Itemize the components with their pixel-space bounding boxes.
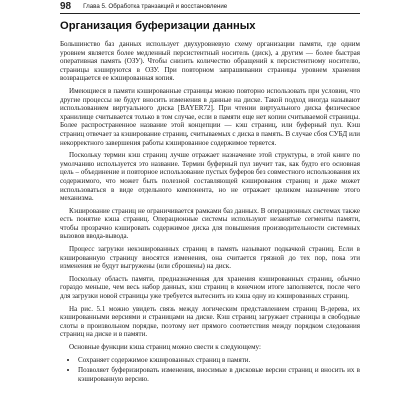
paragraph-1: Большинство баз данных использует двухуровневую схему организации памяти, где одним уровнем является более медленный персистентный носитель (диск), а другим — более быстрая оперативная память (ОЗУ). Чтобы снизить количество обращений к персистентному носителю, страницы кэшируются в ОЗУ. При повторном запрашивании страницы уровнем хранения возвращается ее кэшированная копия. — [60, 40, 360, 83]
page-content — [60, 20, 360, 385]
bullet-item: • Позволяет буферизировать изменения, вносимые в дисковые версии страниц и вносить их в кэшированную версию. — [78, 366, 360, 383]
bullet-item: • Сохраняет содержимое кэшированных страниц в памяти. — [78, 356, 360, 365]
paragraph-6: Поскольку область памяти, предназначенная для хранения кэшированных страниц, обычно гораздо меньше, чем весь набор данных, кэш страниц в конечном итоге заполняется, после чего для загрузки новой страницы уже требуется вытеснить из кэша одну из кэшированных страниц. — [60, 274, 360, 301]
page-number: 98 — [60, 1, 72, 12]
running-head — [60, 0, 360, 14]
bullet-list — [60, 356, 360, 384]
section-title: Организация буферизации данных — [60, 20, 256, 32]
paragraph-5: Процесс загрузки некэшированных страниц в память называют подкачкой страниц. Если в кэшированную страницу вносятся изменения, она считается грязной до тех пор, пока эти изменения не будут выгружены (или сброшены) на диск. — [60, 245, 360, 271]
chapter-title: Глава 5. Обработка транзакций и восстановление — [83, 3, 228, 10]
paragraph-2: Имеющиеся в памяти кэшированные страницы можно повторно использовать при условии, что другие процессы не будут вносить изменения в данные на диске. Такой подход иногда называют использованием виртуального диска [BAYER72]. При чтении виртуального диска физическое хранилище считывается только в том случае, если в памяти еще нет копии считываемой страницы. Более распространенное название этой концепции — кэш страниц, или буферный пул. Кэш страниц отвечает за кэширование страниц, считываемых с диска в память. В случае сбоя СУБД или некорректного завершения работы кэшированное содержимое теряется. — [60, 86, 360, 147]
paragraph-4: Кэширование страниц не ограничивается рамками баз данных. В операционных системах также есть понятие кэша страниц. Операционные системы используют незанятые сегменты памяти, чтобы прозрачно кэшировать содержимое диска для повышения производительности системных вызовов ввода-вывода. — [60, 206, 360, 241]
paragraph-3: Поскольку термин кэш страниц лучше отражает назначение этой структуры, в этой книге по умолчанию используется это название. Термин буферный пул звучит так, как будто его основная цель – объединение и повторное использование пустых буферов без совместного использования их содержимого, что может быть полезной составляющей кэширования страниц и даже может использоваться в виде отдельного компонента, но не отражает целиком назначение этого механизма. — [60, 151, 360, 203]
paragraph-8: Основные функции кэша страниц можно свести к следующему: — [69, 343, 261, 351]
paragraph-7: На рис. 5.1 можно увидеть связь между логическим представлением страниц B-дерева, их кэшированными версиями и страницами на диске. Кэш страниц загружает страницы в свободные слоты в произвольном порядке, поэтому нет прямого соответствия между порядком следования страниц на диске и в памяти. — [60, 304, 360, 339]
